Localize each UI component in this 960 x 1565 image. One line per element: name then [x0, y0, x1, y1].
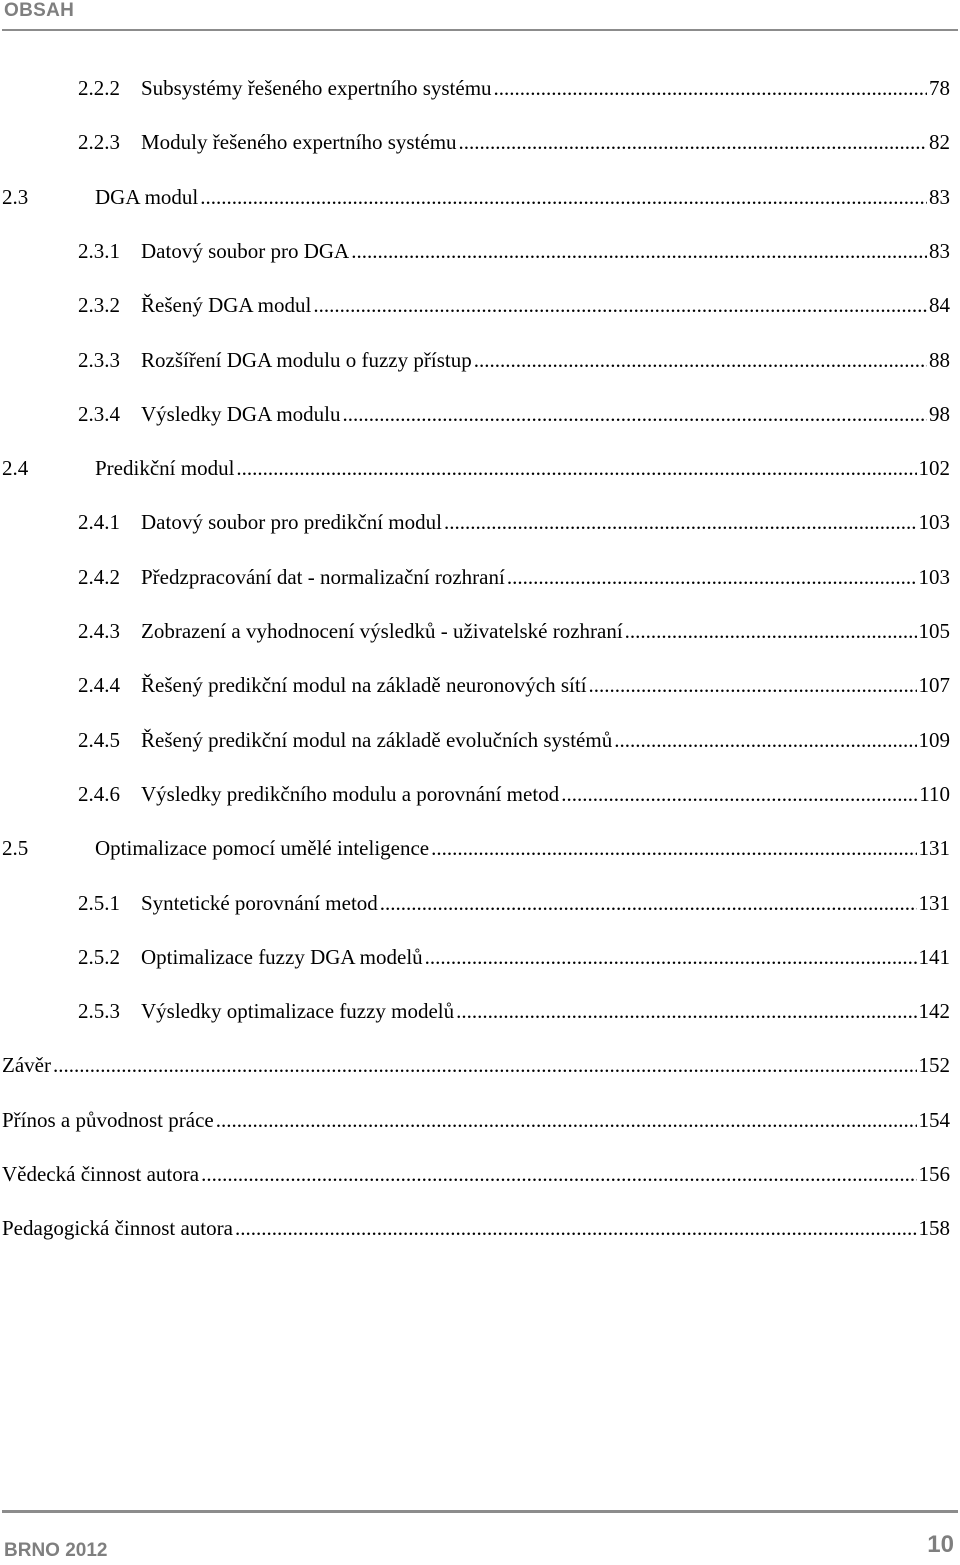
toc-entry-title: Výsledky optimalizace fuzzy modelů [141, 999, 455, 1023]
toc-dot-leader [425, 941, 917, 973]
footer-page-number: 10 [927, 1531, 954, 1558]
toc-entry-title: Výsledky DGA modulu [141, 402, 341, 426]
toc-dot-leader [507, 561, 917, 593]
toc-entry-title: Výsledky predikčního modulu a porovnání metod [141, 782, 560, 806]
toc-entry-title: Predikční modul [95, 456, 235, 480]
toc-entry-title: Závěr [2, 1053, 51, 1077]
toc-dot-leader [625, 615, 917, 647]
toc-entry-title: Datový soubor pro predikční modul [141, 510, 442, 534]
toc-entry[interactable] [0, 1104, 950, 1136]
toc-entry-title: Moduly řešeného expertního systému [141, 130, 457, 154]
toc-entry-page: 156 [918, 1162, 950, 1186]
toc-dot-leader [216, 1104, 917, 1136]
toc-entry[interactable] [0, 398, 950, 430]
toc-entry[interactable] [0, 289, 950, 321]
toc-entry-title: Vědecká činnost autora [2, 1162, 200, 1186]
toc-entry-page: 142 [918, 999, 950, 1023]
toc-entry-number: 2.5.3 [78, 999, 120, 1023]
toc-entry-page: 109 [918, 728, 950, 752]
toc-entry[interactable] [0, 452, 950, 484]
toc-entry-number: 2.3 [2, 185, 29, 209]
toc-entry-number: 2.3.4 [78, 402, 120, 426]
toc-entry[interactable] [0, 995, 950, 1027]
toc-dot-leader [53, 1049, 917, 1081]
toc-entry[interactable] [0, 1049, 950, 1081]
toc-entry-page: 105 [918, 619, 950, 643]
toc-entry-title: Optimalizace pomocí umělé inteligence [95, 836, 430, 860]
toc-dot-leader [313, 289, 927, 321]
toc-entry-page: 82 [929, 130, 950, 154]
toc-entry-page: 131 [918, 836, 950, 860]
toc-entry[interactable] [0, 778, 950, 810]
toc-dot-leader [343, 398, 928, 430]
toc-dot-leader [380, 887, 917, 919]
toc-entry-page: 158 [918, 1216, 950, 1240]
toc-entry-number: 2.2.3 [78, 130, 120, 154]
toc-entry-number: 2.4.3 [78, 619, 120, 643]
toc-dot-leader [431, 832, 916, 864]
header-rule [2, 29, 958, 31]
toc-entry-title: DGA modul [95, 185, 199, 209]
toc-entry-title: Rozšíření DGA modulu o fuzzy přístup [141, 348, 472, 372]
toc-entry[interactable] [0, 832, 950, 864]
toc-entry-number: 2.4 [2, 456, 29, 480]
footer-rule [2, 1510, 958, 1513]
toc-entry-number: 2.3.2 [78, 293, 120, 317]
toc-entry[interactable] [0, 887, 950, 919]
toc-entry-page: 84 [929, 293, 950, 317]
toc-entry[interactable] [0, 72, 950, 104]
toc-entry-title: Subsystémy řešeného expertního systému [141, 76, 492, 100]
toc-dot-leader [201, 1158, 916, 1190]
toc-entry-title: Syntetické porovnání metod [141, 891, 378, 915]
toc-entry-number: 2.5.2 [78, 945, 120, 969]
toc-entry-page: 152 [918, 1053, 950, 1077]
toc-entry-page: 78 [929, 76, 950, 100]
toc-entry-number: 2.2.2 [78, 76, 120, 100]
toc-entry-number: 2.3.3 [78, 348, 120, 372]
toc-entry-number: 2.5.1 [78, 891, 120, 915]
toc-entry-number: 2.4.4 [78, 673, 120, 697]
toc-entry-page: 98 [929, 402, 950, 426]
toc-entry[interactable] [0, 669, 950, 701]
toc-entry-title: Řešený predikční modul na základě evolučních systémů [141, 728, 613, 752]
toc-entry-number: 2.5 [2, 836, 29, 860]
toc-entry-page: 110 [919, 782, 950, 806]
toc-entry-page: 154 [918, 1108, 950, 1132]
toc-entry-page: 103 [918, 510, 950, 534]
toc-dot-leader [561, 778, 917, 810]
toc-entry-title: Předzpracování dat - normalizační rozhraní [141, 565, 505, 589]
toc-entry-number: 2.4.6 [78, 782, 120, 806]
toc-dot-leader [459, 126, 927, 158]
toc-dot-leader [444, 506, 917, 538]
toc-entry-title: Řešený predikční modul na základě neuronových sítí [141, 673, 587, 697]
toc-entry-title: Zobrazení a vyhodnocení výsledků - uživatelské rozhraní [141, 619, 623, 643]
toc-dot-leader [351, 235, 927, 267]
toc-entry[interactable] [0, 506, 950, 538]
toc-entry-number: 2.3.1 [78, 239, 120, 263]
toc-dot-leader [474, 344, 927, 376]
toc-entry[interactable] [0, 344, 950, 376]
toc-entry-number: 2.4.1 [78, 510, 120, 534]
toc-entry[interactable] [0, 1158, 950, 1190]
toc-dot-leader [235, 1212, 917, 1244]
toc-entry-page: 83 [929, 185, 950, 209]
toc-entry-page: 83 [929, 239, 950, 263]
toc-dot-leader [494, 72, 927, 104]
toc-entry[interactable] [0, 724, 950, 756]
toc-entry[interactable] [0, 941, 950, 973]
toc-entry-title: Optimalizace fuzzy DGA modelů [141, 945, 423, 969]
toc-entry[interactable] [0, 126, 950, 158]
toc-dot-leader [236, 452, 916, 484]
header-title: OBSAH [4, 0, 75, 21]
toc-dot-leader [589, 669, 917, 701]
toc-entry-page: 88 [929, 348, 950, 372]
toc-entry-page: 102 [918, 456, 950, 480]
toc-entry[interactable] [0, 181, 950, 213]
toc-entry[interactable] [0, 615, 950, 647]
toc-entry-page: 107 [918, 673, 950, 697]
toc-entry-title: Přínos a původnost práce [2, 1108, 214, 1132]
toc-entry-number: 2.4.5 [78, 728, 120, 752]
toc-entry-title: Řešený DGA modul [141, 293, 312, 317]
toc-entry-title: Datový soubor pro DGA [141, 239, 350, 263]
toc-dot-leader [200, 181, 927, 213]
toc-dot-leader [456, 995, 916, 1027]
toc-dot-leader [614, 724, 916, 756]
toc-entry-number: 2.4.2 [78, 565, 120, 589]
toc-entry[interactable] [0, 235, 950, 267]
toc-entry-page: 131 [918, 891, 950, 915]
toc-entry-title: Pedagogická činnost autora [2, 1216, 233, 1240]
toc-entry-page: 103 [918, 565, 950, 589]
toc-entry-page: 141 [918, 945, 950, 969]
toc-entry[interactable] [0, 561, 950, 593]
footer-place-year: BRNO 2012 [4, 1540, 108, 1561]
toc-entry[interactable] [0, 1212, 950, 1244]
